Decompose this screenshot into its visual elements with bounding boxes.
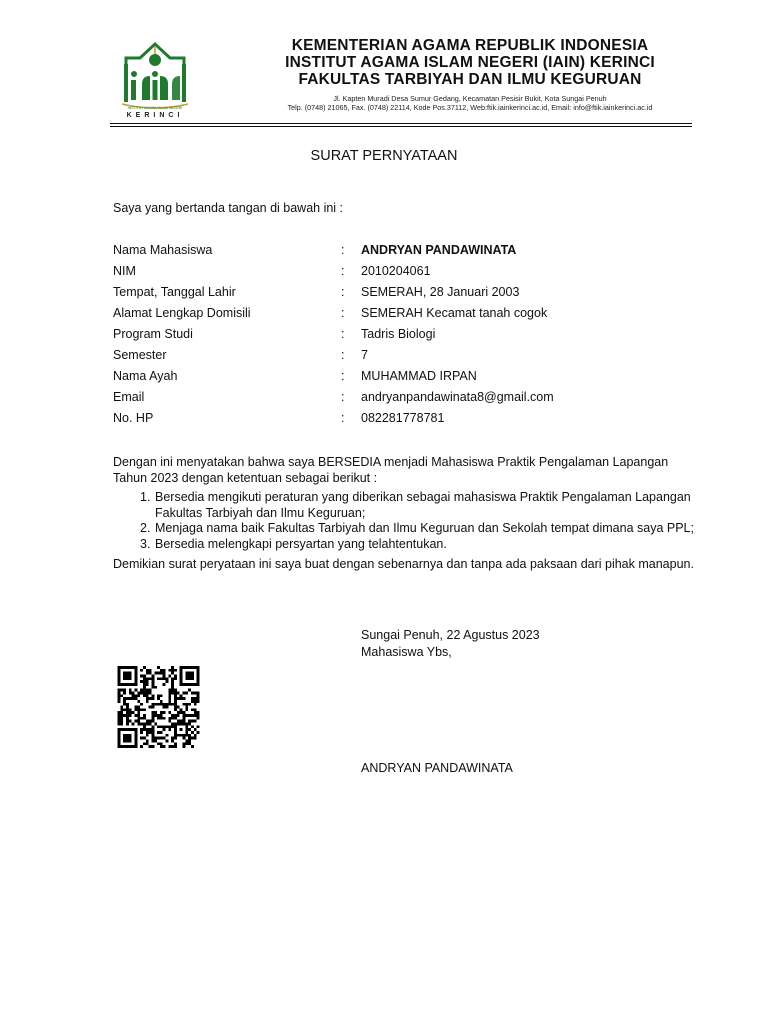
letterhead-divider-thin [110, 123, 692, 124]
statement-paragraph [113, 454, 713, 486]
letterhead-divider-thick [110, 126, 692, 127]
field-colon: : [341, 306, 345, 320]
field-label: Tempat, Tanggal Lahir [113, 285, 236, 299]
closing-text: Demikian surat peryataan ini saya buat dengan sebenarnya dan tanpa ada paksaan dari pihak manapun. [113, 557, 694, 571]
list-item [113, 521, 723, 537]
svg-text:KERINCI: KERINCI [126, 112, 184, 118]
list-item [113, 537, 723, 553]
field-value: 082281778781 [361, 411, 445, 425]
list-text: Bersedia mengikuti peraturan yang diberikan sebagai mahasiswa Praktik Pengalaman Lapangan [155, 490, 691, 504]
field-label: Semester [113, 348, 167, 362]
field-value: andryanpandawinata8@gmail.com [361, 390, 554, 404]
field-colon: : [341, 264, 345, 278]
field-value: MUHAMMAD IRPAN [361, 369, 477, 383]
field-label: Nama Ayah [113, 369, 178, 383]
list-text: Menjaga nama baik Fakultas Tarbiyah dan Ilmu Keguruan dan Sekolah tempat dimana saya PPL; [155, 521, 694, 535]
signature-name: ANDRYAN PANDAWINATA [361, 761, 513, 775]
field-label: Nama Mahasiswa [113, 243, 213, 257]
qr-code-icon [115, 666, 202, 748]
field-value: SEMERAH Kecamat tanah cogok [361, 306, 548, 320]
field-label: Email [113, 390, 145, 404]
signature-role: Mahasiswa Ybs, [361, 645, 452, 659]
list-number: 2. [140, 521, 151, 535]
field-label: NIM [113, 264, 136, 278]
field-value: 2010204061 [361, 264, 431, 278]
field-value: SEMERAH, 28 Januari 2003 [361, 285, 520, 299]
document-title: SURAT PERNYATAAN [310, 148, 458, 164]
letterhead-line-1: KEMENTERIAN AGAMA REPUBLIK INDONESIA [291, 37, 649, 54]
list-number: 3. [140, 536, 151, 551]
signature-place-date: Sungai Penuh, 22 Agustus 2023 [361, 628, 540, 642]
list-number: 1. [140, 490, 151, 504]
list-text: Bersedia melengkapi persyartan yang telahtentukan. [155, 536, 447, 551]
conditions-list [113, 490, 723, 552]
field-label: Alamat Lengkap Domisili [113, 306, 251, 320]
field-colon: : [341, 348, 345, 362]
field-value: 7 [361, 348, 368, 362]
statement-line: Dengan ini menyatakan bahwa saya BERSEDIA menjadi Mahasiswa Praktik Pengalaman Lapangan [113, 455, 669, 469]
iain-kerinci-logo [116, 38, 194, 118]
field-colon: : [341, 390, 345, 404]
field-colon: : [341, 327, 345, 341]
letterhead-contact: Telp. (0748) 21065, Fax. (0748) 22114, Kode Pos.37112, Web:ftik.iainkerinci.ac.id, Email: info@ftik.iainkerinci.ac.id [287, 103, 653, 112]
statement-line: Tahun 2023 dengan ketentuan sebagai berikut : [113, 471, 378, 485]
list-text: Fakultas Tarbiyah dan Ilmu Keguruan; [155, 505, 366, 520]
field-colon: : [341, 285, 345, 299]
svg-text:INSTITUT AGAMA ISLAM NEGERI: INSTITUT AGAMA ISLAM NEGERI [127, 106, 183, 110]
field-value: ANDRYAN PANDAWINATA [361, 243, 517, 257]
letterhead-address: Jl. Kapten Muradi Desa Sumur Gedang, Kecamatan Pesisir Bukit, Kota Sungai Penuh [333, 94, 607, 103]
field-value: Tadris Biologi [361, 327, 436, 341]
field-colon: : [341, 369, 345, 383]
letterhead-line-3: FAKULTAS TARBIYAH DAN ILMU KEGURUAN [298, 71, 642, 88]
intro-text: Saya yang bertanda tangan di bawah ini : [113, 201, 344, 215]
field-colon: : [341, 243, 345, 257]
field-label: No. HP [113, 411, 154, 425]
list-item [113, 490, 723, 521]
field-colon: : [341, 411, 345, 425]
letterhead-line-2: INSTITUT AGAMA ISLAM NEGERI (IAIN) KERINCI [285, 54, 655, 71]
field-label: Program Studi [113, 327, 193, 341]
